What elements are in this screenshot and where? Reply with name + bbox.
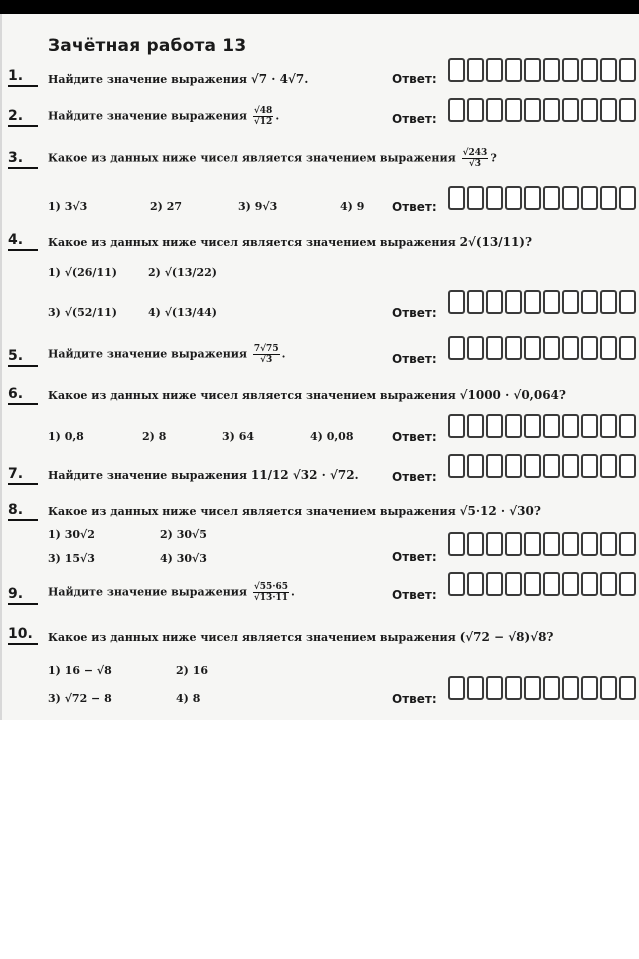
- answer-cell[interactable]: [448, 58, 465, 82]
- option[interactable]: 2) √(13/22): [148, 266, 217, 279]
- answer-cell[interactable]: [619, 676, 636, 700]
- answer-cell[interactable]: [524, 676, 541, 700]
- answer-label: Ответ:: [392, 692, 437, 706]
- answer-cell[interactable]: [505, 290, 522, 314]
- answer-boxes[interactable]: [448, 454, 638, 478]
- answer-cell[interactable]: [543, 290, 560, 314]
- answer-cell[interactable]: [600, 414, 617, 438]
- answer-cell[interactable]: [524, 572, 541, 596]
- top-black-bar: [0, 0, 639, 14]
- question-number: 5.: [8, 348, 38, 367]
- answer-cell[interactable]: [562, 290, 579, 314]
- expression: $\frac{√55\cdot 65}{√13\cdot 11}$: [253, 582, 288, 603]
- answer-cell[interactable]: [505, 454, 522, 478]
- answer-cell[interactable]: [581, 414, 598, 438]
- answer-cell[interactable]: [448, 98, 465, 122]
- expression: $\frac{7√75}{√3}$: [253, 344, 279, 365]
- option[interactable]: 4) 0,08: [310, 430, 354, 443]
- answer-cell[interactable]: [505, 676, 522, 700]
- answer-label: Ответ:: [392, 72, 437, 86]
- question-number: 1.: [8, 68, 38, 87]
- option[interactable]: 2) 8: [142, 430, 167, 443]
- answer-cell[interactable]: [486, 532, 503, 556]
- answer-cell[interactable]: [486, 336, 503, 360]
- question-text: Найдите значение выражения √7 · 4√7.: [48, 72, 309, 86]
- answer-cell[interactable]: [619, 336, 636, 360]
- option[interactable]: 3) √72 − 8: [48, 692, 112, 705]
- question-number: 3.: [8, 150, 38, 169]
- answer-cell[interactable]: [467, 58, 484, 82]
- answer-cell[interactable]: [600, 186, 617, 210]
- question-text: Какое из данных ниже чисел является значением выражения (√72 − √8)√8?: [48, 630, 554, 644]
- answer-cell[interactable]: [619, 532, 636, 556]
- answer-cell[interactable]: [486, 572, 503, 596]
- answer-cell[interactable]: [543, 532, 560, 556]
- option[interactable]: 3) 64: [222, 430, 254, 443]
- expression: √5·12 · √30?: [459, 504, 541, 518]
- answer-cell[interactable]: [486, 414, 503, 438]
- option[interactable]: 1) 30√2: [48, 528, 95, 541]
- answer-cell[interactable]: [581, 676, 598, 700]
- answer-cell[interactable]: [562, 532, 579, 556]
- answer-cell[interactable]: [467, 572, 484, 596]
- answer-cell[interactable]: [467, 414, 484, 438]
- answer-cell[interactable]: [505, 186, 522, 210]
- answer-cell[interactable]: [543, 98, 560, 122]
- expression: 11/12 √32 · √72.: [250, 468, 359, 482]
- option[interactable]: 3) √(52/11): [48, 306, 117, 319]
- option[interactable]: 4) 8: [176, 692, 201, 705]
- question-number: 10.: [8, 626, 38, 645]
- answer-cell[interactable]: [524, 290, 541, 314]
- answer-cell[interactable]: [467, 336, 484, 360]
- answer-cell[interactable]: [524, 336, 541, 360]
- answer-cell[interactable]: [524, 454, 541, 478]
- answer-cell[interactable]: [619, 290, 636, 314]
- answer-cell[interactable]: [486, 454, 503, 478]
- answer-cell[interactable]: [505, 414, 522, 438]
- option[interactable]: 2) 27: [150, 200, 182, 213]
- answer-cell[interactable]: [581, 336, 598, 360]
- expression: √7 · 4√7.: [250, 72, 309, 86]
- answer-cell[interactable]: [448, 572, 465, 596]
- answer-cell[interactable]: [581, 454, 598, 478]
- answer-cell[interactable]: [562, 676, 579, 700]
- answer-cell[interactable]: [619, 572, 636, 596]
- question-number: 4.: [8, 232, 38, 251]
- answer-cell[interactable]: [600, 336, 617, 360]
- expression: (√72 − √8)√8?: [459, 630, 554, 644]
- answer-cell[interactable]: [600, 532, 617, 556]
- answer-cell[interactable]: [505, 532, 522, 556]
- answer-boxes[interactable]: [448, 532, 638, 556]
- answer-cell[interactable]: [600, 676, 617, 700]
- question-text: Найдите значение выражения $\frac{7√75}{√3}$ .: [48, 344, 286, 365]
- answer-cell[interactable]: [467, 676, 484, 700]
- option[interactable]: 1) 3√3: [48, 200, 88, 213]
- answer-label: Ответ:: [392, 430, 437, 444]
- answer-cell[interactable]: [505, 98, 522, 122]
- question-text: Найдите значение выражения $\frac{√48}{√12}$ .: [48, 106, 280, 127]
- answer-cell[interactable]: [505, 58, 522, 82]
- answer-boxes[interactable]: [448, 98, 638, 122]
- answer-cell[interactable]: [505, 572, 522, 596]
- question-number: 8.: [8, 502, 38, 521]
- answer-cell[interactable]: [619, 58, 636, 82]
- option[interactable]: 2) 16: [176, 664, 208, 677]
- question-text: Найдите значение выражения $\frac{√55\cdot 65}{√13\cdot 11}$ .: [48, 582, 295, 603]
- answer-cell[interactable]: [562, 58, 579, 82]
- answer-cell[interactable]: [581, 290, 598, 314]
- answer-cell[interactable]: [543, 186, 560, 210]
- answer-cell[interactable]: [543, 454, 560, 478]
- answer-cell[interactable]: [562, 572, 579, 596]
- answer-cell[interactable]: [562, 414, 579, 438]
- option[interactable]: 4) √(13/44): [148, 306, 217, 319]
- answer-cell[interactable]: [524, 98, 541, 122]
- expression: 2√(13/11)?: [459, 235, 533, 249]
- answer-cell[interactable]: [600, 58, 617, 82]
- option[interactable]: 3) 9√3: [238, 200, 278, 213]
- answer-cell[interactable]: [619, 414, 636, 438]
- expression: $\frac{√243}{√3}$: [462, 148, 488, 169]
- answer-cell[interactable]: [448, 676, 465, 700]
- answer-cell[interactable]: [448, 454, 465, 478]
- answer-cell[interactable]: [505, 336, 522, 360]
- answer-cell[interactable]: [524, 532, 541, 556]
- answer-label: Ответ:: [392, 470, 437, 484]
- answer-label: Ответ:: [392, 588, 437, 602]
- answer-cell[interactable]: [467, 98, 484, 122]
- answer-label: Ответ:: [392, 112, 437, 126]
- question-text: Какое из данных ниже чисел является значением выражения √5·12 · √30?: [48, 504, 541, 518]
- option[interactable]: 3) 15√3: [48, 552, 95, 565]
- answer-boxes[interactable]: [448, 58, 638, 82]
- answer-cell[interactable]: [467, 454, 484, 478]
- answer-cell[interactable]: [581, 186, 598, 210]
- option[interactable]: 1) 16 − √8: [48, 664, 112, 677]
- option[interactable]: 4) 30√3: [160, 552, 207, 565]
- answer-cell[interactable]: [467, 290, 484, 314]
- question-text: Какое из данных ниже чисел является значением выражения $\frac{√243}{√3}$ ?: [48, 148, 497, 169]
- answer-cell[interactable]: [600, 98, 617, 122]
- answer-cell[interactable]: [562, 336, 579, 360]
- question-text: Найдите значение выражения 11/12 √32 · √72.: [48, 468, 359, 482]
- option[interactable]: 1) √(26/11): [48, 266, 117, 279]
- answer-cell[interactable]: [486, 676, 503, 700]
- answer-label: Ответ:: [392, 352, 437, 366]
- answer-cell[interactable]: [486, 98, 503, 122]
- answer-cell[interactable]: [448, 414, 465, 438]
- answer-cell[interactable]: [562, 186, 579, 210]
- answer-cell[interactable]: [600, 290, 617, 314]
- answer-cell[interactable]: [581, 98, 598, 122]
- question-number: 7.: [8, 466, 38, 485]
- answer-cell[interactable]: [543, 58, 560, 82]
- answer-boxes[interactable]: [448, 676, 638, 700]
- answer-cell[interactable]: [562, 98, 579, 122]
- answer-cell[interactable]: [448, 336, 465, 360]
- answer-cell[interactable]: [486, 58, 503, 82]
- answer-boxes[interactable]: [448, 572, 638, 596]
- answer-cell[interactable]: [600, 454, 617, 478]
- answer-boxes[interactable]: [448, 186, 638, 210]
- question-text: Какое из данных ниже чисел является значением выражения √1000 · √0,064?: [48, 388, 566, 402]
- answer-cell[interactable]: [448, 290, 465, 314]
- answer-cell[interactable]: [486, 290, 503, 314]
- answer-cell[interactable]: [543, 572, 560, 596]
- question-text: Какое из данных ниже чисел является значением выражения 2√(13/11)?: [48, 235, 533, 249]
- answer-cell[interactable]: [543, 676, 560, 700]
- expression: $\frac{√48}{√12}$: [253, 106, 273, 127]
- answer-cell[interactable]: [600, 572, 617, 596]
- answer-cell[interactable]: [486, 186, 503, 210]
- answer-cell[interactable]: [543, 414, 560, 438]
- answer-cell[interactable]: [467, 186, 484, 210]
- answer-cell[interactable]: [524, 58, 541, 82]
- answer-cell[interactable]: [581, 58, 598, 82]
- answer-cell[interactable]: [619, 186, 636, 210]
- answer-boxes[interactable]: [448, 336, 638, 360]
- expression: √1000 · √0,064?: [459, 388, 566, 402]
- answer-cell[interactable]: [619, 98, 636, 122]
- answer-boxes[interactable]: [448, 414, 638, 438]
- answer-cell[interactable]: [581, 532, 598, 556]
- answer-cell[interactable]: [524, 186, 541, 210]
- question-number: 2.: [8, 108, 38, 127]
- answer-cell[interactable]: [619, 454, 636, 478]
- answer-cell[interactable]: [562, 454, 579, 478]
- page-title: Зачётная работа 13: [48, 36, 247, 56]
- answer-cell[interactable]: [543, 336, 560, 360]
- answer-cell[interactable]: [467, 532, 484, 556]
- answer-cell[interactable]: [448, 532, 465, 556]
- answer-label: Ответ:: [392, 200, 437, 214]
- answer-cell[interactable]: [448, 186, 465, 210]
- answer-cell[interactable]: [581, 572, 598, 596]
- question-number: 6.: [8, 386, 38, 405]
- answer-label: Ответ:: [392, 550, 437, 564]
- question-number: 9.: [8, 586, 38, 605]
- option[interactable]: 1) 0,8: [48, 430, 84, 443]
- option[interactable]: 4) 9: [340, 200, 365, 213]
- answer-boxes[interactable]: [448, 290, 638, 314]
- answer-label: Ответ:: [392, 306, 437, 320]
- answer-cell[interactable]: [524, 414, 541, 438]
- option[interactable]: 2) 30√5: [160, 528, 207, 541]
